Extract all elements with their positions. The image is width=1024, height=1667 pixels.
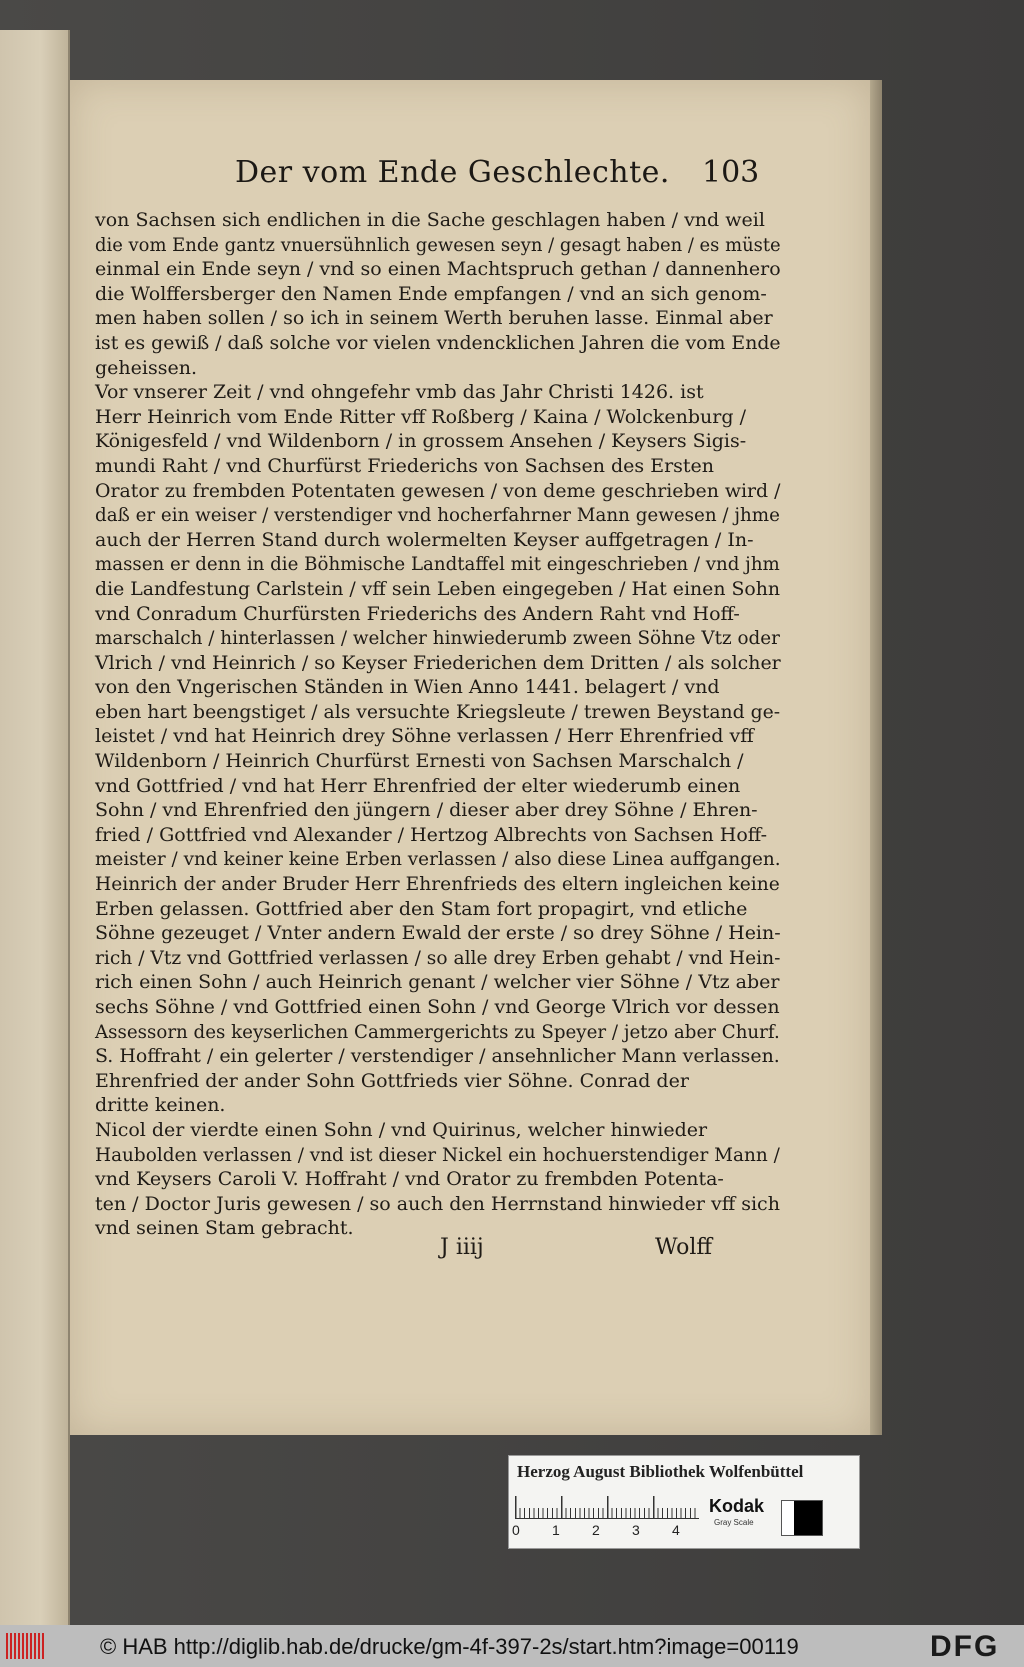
text-line: geheissen. — [95, 356, 197, 379]
text-line: Assessorn des keyserlichen Cammergerichts zu Speyer / jetzo aber Churf. — [95, 1020, 780, 1043]
text-line: daß er ein weiser / verstendiger vnd hocherfahrner Mann gewesen / jhme — [95, 504, 780, 527]
body-text — [95, 208, 780, 1241]
ruler-number: 0 — [512, 1522, 520, 1538]
gray-scale-caption: Gray Scale — [714, 1518, 754, 1527]
gray-swatch — [781, 1500, 823, 1536]
text-line: S. Hoffraht / ein gelerter / verstendiger / ansehnlicher Mann verlassen. — [95, 1045, 780, 1068]
text-line: Heinrich der ander Bruder Herr Ehrenfrieds des eltern ingleichen keine — [95, 873, 780, 896]
text-line: Wildenborn / Heinrich Churfürst Ernesti von Sachsen Marschalch / — [95, 750, 744, 773]
page-title: Der vom Ende Geschlechte. — [235, 155, 670, 190]
book-page — [70, 80, 870, 1435]
source-url[interactable]: © HAB http://diglib.hab.de/drucke/gm-4f-397-2s/start.htm?image=00119 — [100, 1634, 799, 1659]
text-line: marschalch / hinterlassen / welcher hinwiederumb zween Söhne Vtz oder — [95, 627, 780, 650]
text-line: auch der Herren Stand durch wolermelten Keyser auffgetragen / In- — [95, 528, 754, 551]
text-line: von den Vngerischen Ständen in Wien Anno 1441. belagert / vnd — [95, 676, 720, 699]
text-line: fried / Gottfried vnd Alexander / Hertzog Albrechts von Sachsen Hoff- — [95, 823, 768, 846]
text-line: mundi Raht / vnd Churfürst Friederichs von Sachsen des Ersten — [95, 454, 715, 477]
text-line: einmal ein Ende seyn / vnd so einen Machtspruch gethan / dannenhero — [95, 258, 781, 281]
text-line: massen er denn in die Böhmische Landtaffel mit eingeschrieben / vnd jhm — [95, 553, 780, 576]
text-line: vnd Keysers Caroli V. Hoffraht / vnd Orator zu frembden Potenta- — [95, 1168, 724, 1191]
text-line: die vom Ende gantz vnuersühnlich gewesen seyn / gesagt haben / es müste — [95, 233, 781, 256]
kodak-logo: Kodak — [709, 1496, 765, 1516]
text-line: die Wolffersberger den Namen Ende empfangen / vnd an sich genom- — [95, 282, 767, 305]
text-line: Königesfeld / vnd Wildenborn / in grossem Ansehen / Keysers Sigis- — [95, 430, 747, 453]
viewer-footer-bar — [0, 1625, 1024, 1667]
text-line: Söhne gezeuget / Vnter andern Ewald der erste / so drey Söhne / Hein- — [95, 922, 781, 945]
text-line: men haben sollen / so ich in seinem Werth beruhen lasse. Einmal aber — [95, 307, 773, 330]
library-name: Herzog August Bibliothek Wolfenbüttel — [517, 1462, 804, 1481]
text-line: Ehrenfried der ander Sohn Gottfrieds vier Söhne. Conrad der — [95, 1069, 689, 1092]
ruler-number: 1 — [552, 1522, 560, 1538]
text-line: Orator zu frembden Potentaten gewesen / von deme geschrieben wird / — [95, 479, 781, 502]
scale-ruler — [515, 1494, 699, 1519]
running-head — [70, 155, 870, 195]
text-line: von Sachsen sich endlichen in die Sache geschlagen haben / vnd weil — [95, 209, 765, 231]
signature-mark: J iiij — [440, 1235, 484, 1260]
text-line: eben hart beengstiget / als versuchte Kriegsleute / trewen Beystand ge- — [95, 700, 781, 723]
barcode-icon — [6, 1633, 46, 1659]
text-line: dritte keinen. — [95, 1094, 226, 1117]
text-line: leistet / vnd hat Heinrich drey Söhne verlassen / Herr Ehrenfried vff — [95, 725, 754, 748]
text-line: rich / Vtz vnd Gottfried verlassen / so alle drey Erben gehabt / vnd Hein- — [95, 946, 781, 969]
text-line: ist es gewiß / daß solche vor vielen vndencklichen Jahren die vom Ende — [95, 331, 781, 354]
ruler-numbers — [512, 1522, 712, 1540]
previous-page-edge — [0, 30, 70, 1650]
text-line: ten / Doctor Juris gewesen / so auch den Herrnstand hinwieder vff sich — [95, 1192, 780, 1215]
text-line: Haubolden verlassen / vnd ist dieser Nickel ein hochuerstendiger Mann / — [95, 1143, 780, 1166]
text-line: vnd seinen Stam gebracht. — [95, 1217, 354, 1240]
ruler-number: 2 — [592, 1522, 600, 1538]
text-line: Vor vnserer Zeit / vnd ohngefehr vmb das Jahr Christi 1426. ist — [95, 381, 704, 404]
text-line: vnd Conradum Churfürsten Friederichs des Andern Raht vnd Hoff- — [95, 602, 740, 625]
text-line: vnd Gottfried / vnd hat Herr Ehrenfried der elter wiederumb einen — [95, 774, 741, 797]
bleed-through-text — [2, 210, 62, 1290]
text-line: Vlrich / vnd Heinrich / so Keyser Friederichen dem Dritten / als solcher — [95, 651, 781, 674]
text-line: Herr Heinrich vom Ende Ritter vff Roßberg / Kaina / Wolckenburg / — [95, 405, 746, 428]
page-footer — [70, 1235, 870, 1267]
dfg-logo: DFG — [930, 1630, 1000, 1663]
text-line: Sohn / vnd Ehrenfried den jüngern / dieser aber drey Söhne / Ehren- — [95, 799, 758, 822]
color-calibration-label — [508, 1455, 860, 1549]
text-line: die Landfestung Carlstein / vff sein Leben eingegeben / Hat einen Sohn — [95, 577, 781, 600]
ruler-number: 3 — [632, 1522, 640, 1538]
page-number: 103 — [702, 155, 760, 190]
page-fore-edge — [868, 80, 882, 1435]
catchword: Wolff — [655, 1235, 713, 1260]
text-line: rich einen Sohn / auch Heinrich genant / welcher vier Söhne / Vtz aber — [95, 971, 780, 994]
ruler-number: 4 — [672, 1522, 680, 1538]
text-line: Nicol der vierdte einen Sohn / vnd Quirinus, welcher hinwieder — [95, 1118, 708, 1141]
text-line: meister / vnd keiner keine Erben verlassen / also diese Linea auffgangen. — [95, 848, 781, 871]
text-line: Erben gelassen. Gottfried aber den Stam fort propagirt, vnd etliche — [95, 897, 748, 920]
text-line: sechs Söhne / vnd Gottfried einen Sohn / vnd George Vlrich vor dessen — [95, 996, 780, 1018]
